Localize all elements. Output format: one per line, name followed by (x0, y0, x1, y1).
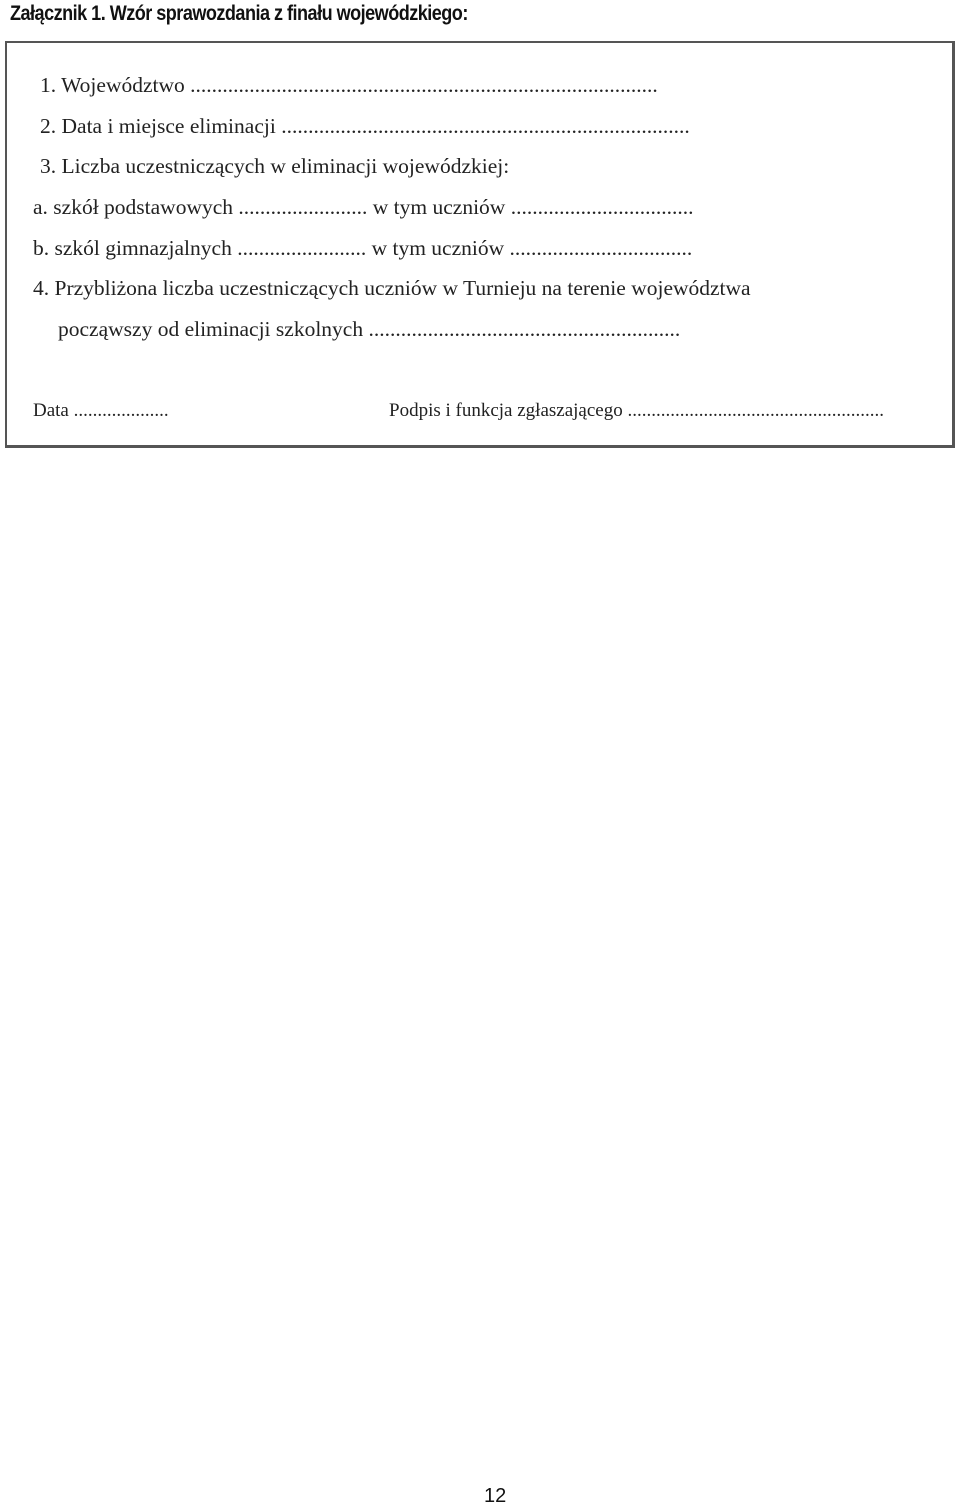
form-line-middle-schools: b. szkól gimnazjalnych ........................ w tym uczniów .................................. (33, 236, 693, 260)
form-signature-field: Podpis i funkcja zgłaszającego ...................................................... (389, 400, 884, 421)
page-number: 12 (484, 1485, 507, 1507)
attachment-heading: Załącznik 1. Wzór sprawozdania z finału wojewódzkiego: (10, 2, 468, 25)
form-line-primary-schools: a. szkół podstawowych ........................ w tym uczniów .................................. (33, 195, 694, 219)
form-line-school-eliminations: począwszy od eliminacji szkolnych .......................................................... (58, 317, 681, 341)
form-line-participants: 3. Liczba uczestniczących w eliminacji wojewódzkiej: (40, 154, 510, 178)
form-date-field: Data .................... (33, 400, 169, 421)
form-line-date-place: 2. Data i miejsce eliminacji ............................................................................ (40, 114, 690, 138)
form-line-voivodeship: 1. Województwo ....................................................................................... (40, 73, 658, 97)
form-line-approximate-count: 4. Przybliżona liczba uczestniczących uczniów w Turnieju na terenie województwa (33, 276, 751, 300)
